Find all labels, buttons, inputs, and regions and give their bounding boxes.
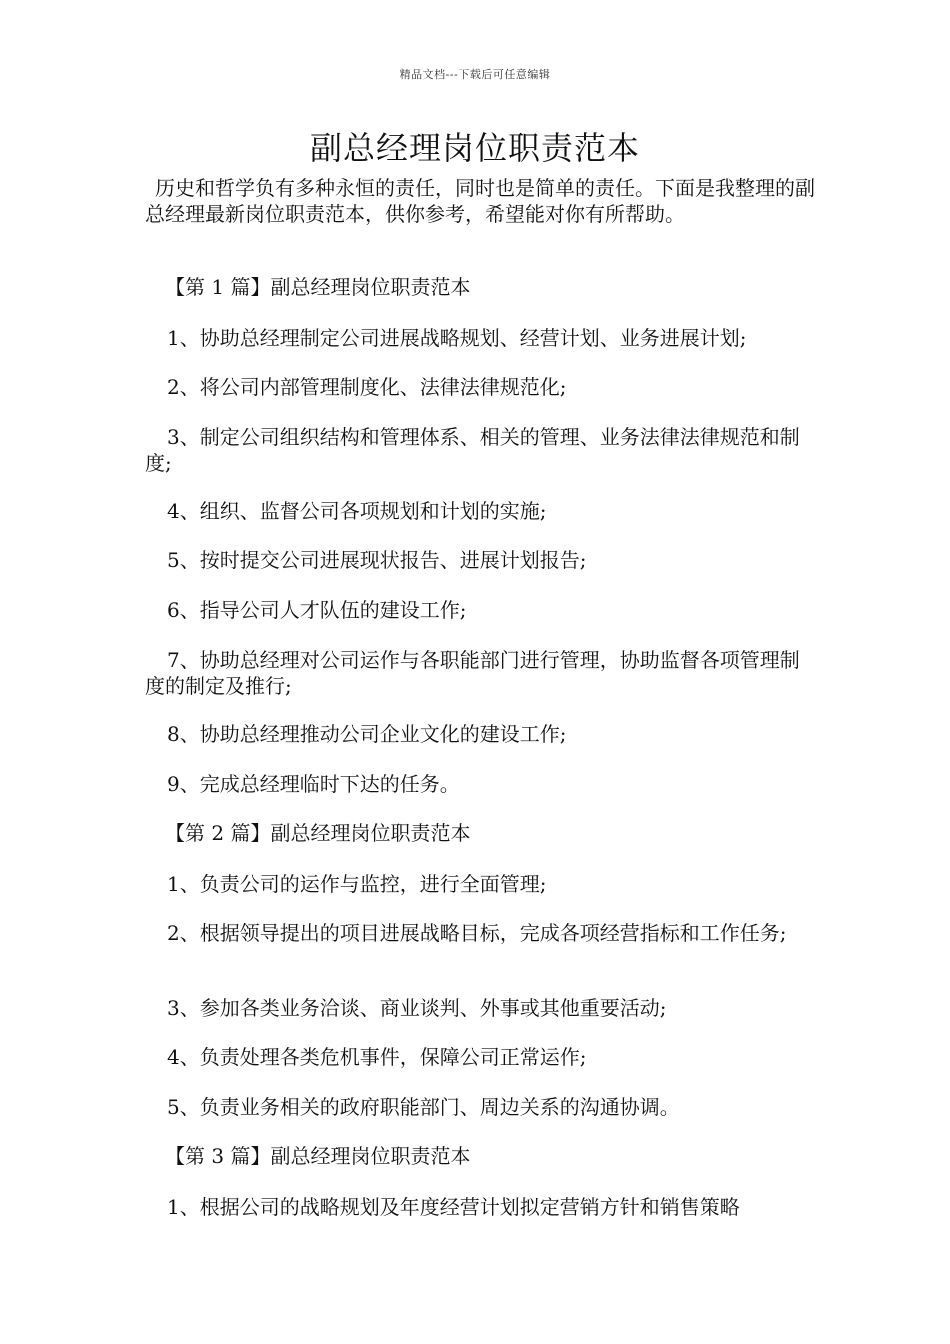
section-1-item-2: 2、将公司内部管理制度化、法律法律规范化;	[167, 375, 567, 399]
section-2-item-5: 5、负责业务相关的政府职能部门、周边关系的沟通协调。	[167, 1095, 680, 1119]
section-1-item-4: 4、组织、监督公司各项规划和计划的实施;	[167, 499, 547, 523]
section-2-item-4: 4、负责处理各类危机事件，保障公司正常运作;	[167, 1045, 587, 1069]
intro-paragraph: 历史和哲学负有多种永恒的责任，同时也是简单的责任。下面是我整理的副总经理最新岗位职责范本，供你参考，希望能对你有所帮助。	[145, 176, 815, 226]
page-header: 精品文档---下载后可任意编辑	[399, 68, 551, 81]
section-1-item-6: 6、指导公司人才队伍的建设工作;	[167, 598, 467, 622]
section-2-heading: 【第 2 篇】副总经理岗位职责范本	[165, 821, 471, 845]
section-2-item-2: 2、根据领导提出的项目进展战略目标，完成各项经营指标和工作任务;	[167, 921, 787, 945]
section-1-item-1: 1、协助总经理制定公司进展战略规划、经营计划、业务进展计划;	[167, 326, 747, 350]
section-1-item-3: 3、制定公司组织结构和管理体系、相关的管理、业务法律法律规范和制度;	[145, 425, 800, 475]
section-1-item-9: 9、完成总经理临时下达的任务。	[167, 772, 460, 796]
section-1-item-5: 5、按时提交公司进展现状报告、进展计划报告;	[167, 548, 587, 572]
document-title: 副总经理岗位职责范本	[309, 129, 640, 167]
section-2-item-1: 1、负责公司的运作与监控，进行全面管理;	[167, 872, 547, 896]
section-1-heading: 【第 1 篇】副总经理岗位职责范本	[165, 275, 471, 299]
section-1-item-8: 8、协助总经理推动公司企业文化的建设工作;	[167, 722, 567, 746]
section-1-item-7: 7、协助总经理对公司运作与各职能部门进行管理，协助监督各项管理制度的制定及推行;	[145, 648, 800, 698]
section-2-item-3: 3、参加各类业务洽谈、商业谈判、外事或其他重要活动;	[167, 996, 667, 1020]
section-3-heading: 【第 3 篇】副总经理岗位职责范本	[165, 1144, 471, 1168]
section-3-item-1: 1、根据公司的战略规划及年度经营计划拟定营销方针和销售策略	[167, 1195, 740, 1219]
